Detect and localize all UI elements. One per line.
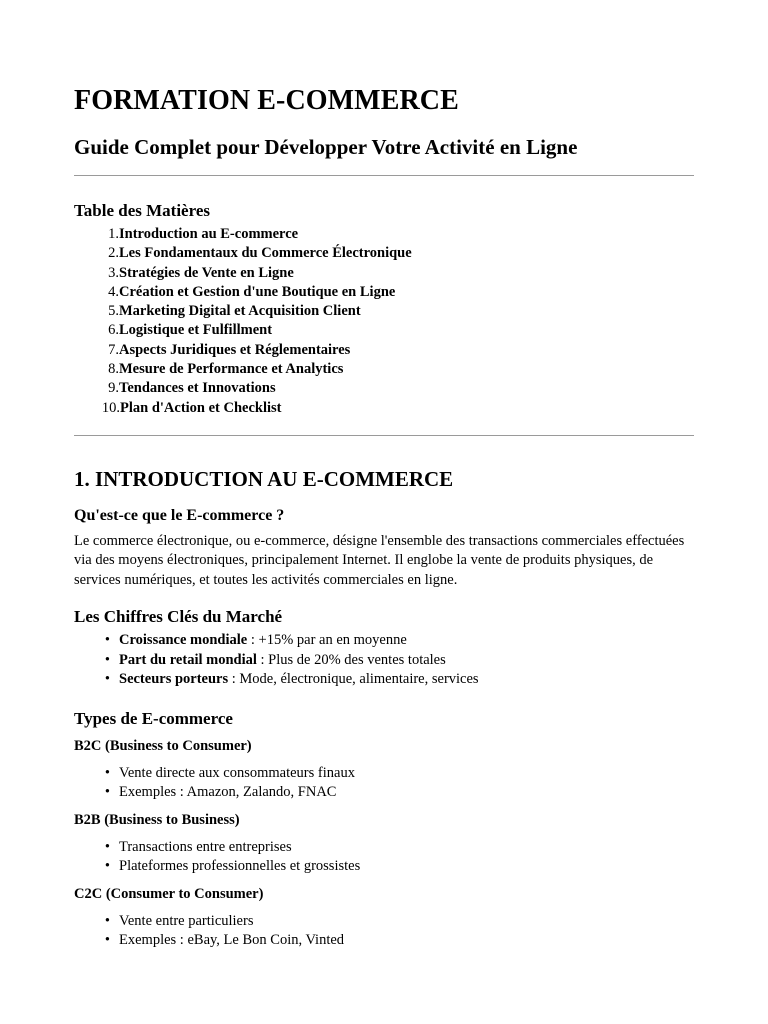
toc-item-number: 2. <box>108 245 119 262</box>
toc-item-label: Création et Gestion d'une Boutique en Ligne <box>119 283 396 300</box>
type-list <box>74 764 694 803</box>
bullet-icon: • <box>104 671 110 688</box>
toc-item-label: Mesure de Performance et Analytics <box>119 361 344 378</box>
list-item-text: : Mode, électronique, alimentaire, services <box>228 671 479 688</box>
type-list <box>74 838 694 877</box>
toc-item-number: 4. <box>108 283 119 300</box>
list-item <box>74 838 694 858</box>
toc-item-number: 1. <box>108 226 119 242</box>
toc-item-label: Stratégies de Vente en Ligne <box>119 264 294 281</box>
toc-item-number: 10. <box>101 399 120 416</box>
toc-list <box>74 225 694 418</box>
bullet-icon: • <box>104 784 110 801</box>
toc-item <box>74 379 694 398</box>
toc-item-label: Introduction au E-commerce <box>119 226 299 242</box>
toc-item-label: Plan d'Action et Checklist <box>120 399 282 416</box>
list-item <box>74 783 694 803</box>
toc-item-label: Aspects Juridiques et Réglementaires <box>119 341 351 358</box>
toc-item-number: 5. <box>108 303 119 320</box>
intro-paragraph: Le commerce électronique, ou e-commerce, désigne l'ensemble des transactions commerciales effectuées via des moyens électroniques, principalement Internet. Il englobe la vente de produits physiques, de services numériques, et toutes les activités commerciales en ligne. <box>74 532 685 588</box>
bullet-icon: • <box>104 858 110 875</box>
bullet-icon: • <box>104 764 110 781</box>
bullet-icon: • <box>104 632 110 649</box>
list-item-text: Plateformes professionnelles et grossistes <box>119 858 361 875</box>
subsection-heading: Les Chiffres Clés du Marché <box>74 607 283 627</box>
bullet-icon: • <box>104 932 110 949</box>
toc-item <box>74 399 694 418</box>
key-figures-list <box>74 631 694 690</box>
list-item <box>74 631 694 651</box>
list-item-text: : +15% par an en moyenne <box>247 632 407 649</box>
bullet-icon: • <box>104 651 110 668</box>
list-item-label: Secteurs porteurs <box>119 671 229 688</box>
toc-item <box>74 283 694 302</box>
list-item-label: Part du retail mondial <box>119 651 257 668</box>
toc-item <box>74 341 694 360</box>
toc-item-number: 3. <box>108 264 119 281</box>
list-item <box>74 670 694 690</box>
list-item-text: : Plus de 20% des ventes totales <box>256 651 446 668</box>
toc-item <box>74 244 694 263</box>
type-list <box>74 912 694 951</box>
horizontal-divider <box>74 435 694 436</box>
toc-item <box>74 264 694 283</box>
document-subtitle: Guide Complet pour Développer Votre Activité en Ligne <box>74 135 578 159</box>
toc-item <box>74 302 694 321</box>
toc-item <box>74 225 694 244</box>
document-title: FORMATION E-COMMERCE <box>74 85 459 116</box>
list-item <box>74 931 694 951</box>
bullet-icon: • <box>104 838 110 855</box>
toc-item <box>74 321 694 340</box>
toc-item-label: Tendances et Innovations <box>119 380 276 397</box>
list-item <box>74 764 694 784</box>
list-item-text: Vente entre particuliers <box>119 912 254 929</box>
toc-item-number: 9. <box>108 380 119 397</box>
toc-item-number: 8. <box>108 361 119 378</box>
toc-item-label: Marketing Digital et Acquisition Client <box>119 303 361 320</box>
list-item-text: Vente directe aux consommateurs finaux <box>119 764 355 781</box>
toc-heading: Table des Matières <box>74 201 210 220</box>
type-heading: B2C (Business to Consumer) <box>74 737 252 754</box>
toc-item-number: 7. <box>108 341 119 358</box>
list-item <box>74 857 694 877</box>
document-content <box>74 84 694 951</box>
section-title: 1. INTRODUCTION AU E-COMMERCE <box>74 466 454 491</box>
subsection-heading: Types de E-commerce <box>74 708 233 728</box>
toc-item-number: 6. <box>108 322 119 339</box>
list-item-text: Transactions entre entreprises <box>119 838 292 855</box>
list-item <box>74 651 694 671</box>
toc-item <box>74 360 694 379</box>
subsection-heading: Qu'est-ce que le E-commerce ? <box>74 506 285 524</box>
bullet-icon: • <box>104 912 110 929</box>
toc-item-label: Les Fondamentaux du Commerce Électronique <box>119 245 412 262</box>
type-heading: C2C (Consumer to Consumer) <box>74 885 264 902</box>
list-item-text: Exemples : Amazon, Zalando, FNAC <box>119 784 337 801</box>
horizontal-divider <box>74 175 694 176</box>
toc-item-label: Logistique et Fulfillment <box>119 322 273 339</box>
type-heading: B2B (Business to Business) <box>74 811 240 828</box>
list-item <box>74 912 694 932</box>
list-item-label: Croissance mondiale <box>119 632 248 649</box>
list-item-text: Exemples : eBay, Le Bon Coin, Vinted <box>119 932 345 949</box>
